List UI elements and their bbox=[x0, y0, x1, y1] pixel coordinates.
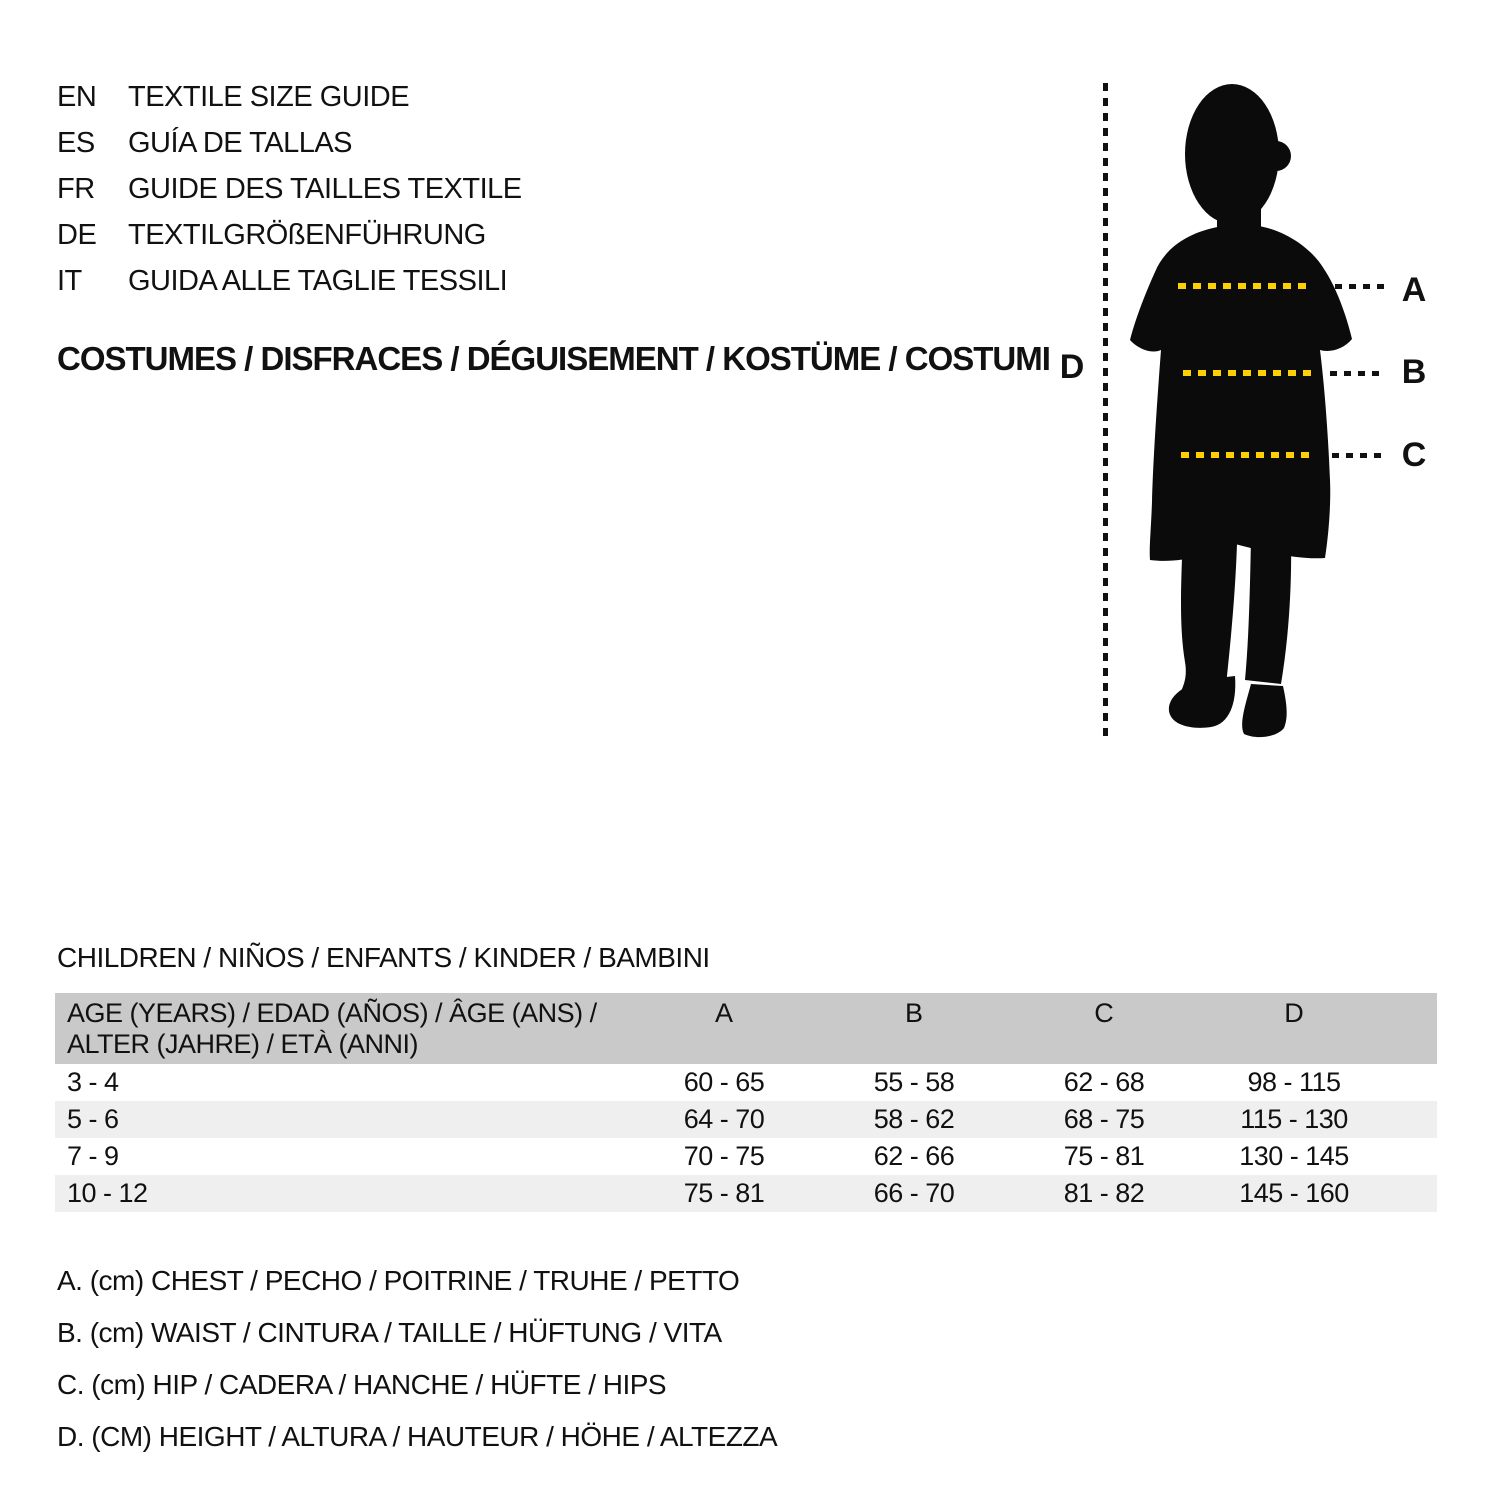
age-cell: 3 - 4 bbox=[67, 1067, 119, 1097]
language-title: TEXTILGRÖßENFÜHRUNG bbox=[128, 218, 486, 251]
legend-hip: C. (cm) HIP / CADERA / HANCHE / HÜFTE / HIPS bbox=[57, 1369, 667, 1400]
waist-cell: 62 - 66 bbox=[873, 1141, 955, 1171]
waist-measure-line bbox=[1183, 370, 1313, 376]
hip-cell: 81 - 82 bbox=[1063, 1178, 1145, 1208]
waist-measure-label: B bbox=[1401, 353, 1427, 391]
age-cell: 7 - 9 bbox=[67, 1141, 119, 1171]
age-column-header-line1: AGE (YEARS) / EDAD (AÑOS) / ÂGE (ANS) / bbox=[67, 998, 597, 1028]
table-header-row bbox=[55, 993, 1437, 1064]
column-header-b: B bbox=[904, 998, 923, 1028]
language-row-de bbox=[57, 212, 522, 258]
age-cell: 10 - 12 bbox=[67, 1178, 148, 1208]
language-code: IT bbox=[57, 264, 82, 297]
column-header-c: C bbox=[1094, 998, 1114, 1028]
height-cell: 98 - 115 bbox=[1247, 1067, 1341, 1097]
child-silhouette-icon bbox=[1125, 82, 1357, 742]
language-title: GUIDA ALLE TAGLIE TESSILI bbox=[128, 264, 508, 297]
language-code: EN bbox=[57, 80, 97, 113]
waist-cell: 58 - 62 bbox=[873, 1104, 955, 1134]
age-cell: 5 - 6 bbox=[67, 1104, 119, 1134]
chest-measure-line bbox=[1178, 283, 1312, 289]
hip-cell: 68 - 75 bbox=[1063, 1104, 1145, 1134]
legend-height: D. (CM) HEIGHT / ALTURA / HAUTEUR / HÖHE / ALTEZZA bbox=[57, 1421, 778, 1452]
hip-leader-line bbox=[1332, 453, 1386, 458]
language-code: DE bbox=[57, 218, 97, 251]
chest-cell: 64 - 70 bbox=[683, 1104, 765, 1134]
height-cell: 145 - 160 bbox=[1239, 1178, 1349, 1208]
language-row-fr bbox=[57, 166, 522, 212]
table-row bbox=[55, 1138, 1437, 1175]
height-dashed-line bbox=[1103, 83, 1108, 741]
chest-leader-line bbox=[1335, 284, 1387, 289]
hip-measure-line bbox=[1181, 452, 1309, 458]
age-column-header bbox=[55, 993, 629, 1064]
chest-measure-label: A bbox=[1401, 271, 1427, 309]
waist-leader-line bbox=[1330, 371, 1386, 376]
legend-waist: B. (cm) WAIST / CINTURA / TAILLE / HÜFTUNG / VITA bbox=[57, 1317, 722, 1348]
column-header-a: A bbox=[714, 998, 733, 1028]
language-title-list bbox=[57, 74, 522, 304]
height-measure-label: D bbox=[1059, 348, 1085, 386]
hip-cell: 62 - 68 bbox=[1063, 1067, 1145, 1097]
language-code: FR bbox=[57, 172, 95, 205]
hip-measure-label: C bbox=[1401, 436, 1427, 474]
waist-cell: 55 - 58 bbox=[873, 1067, 955, 1097]
table-row bbox=[55, 1064, 1437, 1101]
hip-cell: 75 - 81 bbox=[1063, 1141, 1145, 1171]
measurement-legend bbox=[57, 1255, 777, 1463]
age-column-header-line2: ALTER (JAHRE) / ETÀ (ANNI) bbox=[67, 1029, 419, 1059]
height-cell: 115 - 130 bbox=[1240, 1104, 1348, 1134]
chest-cell: 60 - 65 bbox=[683, 1067, 765, 1097]
language-row-en bbox=[57, 74, 522, 120]
language-row-it bbox=[57, 258, 522, 304]
legend-chest: A. (cm) CHEST / PECHO / POITRINE / TRUHE / PETTO bbox=[57, 1265, 740, 1296]
chest-cell: 70 - 75 bbox=[683, 1141, 765, 1171]
category-heading: COSTUMES / DISFRACES / DÉGUISEMENT / KOSTÜME / COSTUMI bbox=[57, 340, 1050, 377]
language-code: ES bbox=[57, 126, 95, 159]
height-cell: 130 - 145 bbox=[1239, 1141, 1349, 1171]
language-row-es bbox=[57, 120, 522, 166]
waist-cell: 66 - 70 bbox=[873, 1178, 955, 1208]
table-row bbox=[55, 1175, 1437, 1212]
table-row bbox=[55, 1101, 1437, 1138]
language-title: TEXTILE SIZE GUIDE bbox=[128, 80, 410, 113]
language-title: GUIDE DES TAILLES TEXTILE bbox=[128, 172, 522, 205]
column-header-d: D bbox=[1284, 998, 1304, 1028]
chest-cell: 75 - 81 bbox=[683, 1178, 765, 1208]
children-section-title: CHILDREN / NIÑOS / ENFANTS / KINDER / BAMBINI bbox=[57, 942, 710, 973]
language-title: GUÍA DE TALLAS bbox=[128, 126, 353, 159]
children-size-table bbox=[55, 993, 1437, 1212]
